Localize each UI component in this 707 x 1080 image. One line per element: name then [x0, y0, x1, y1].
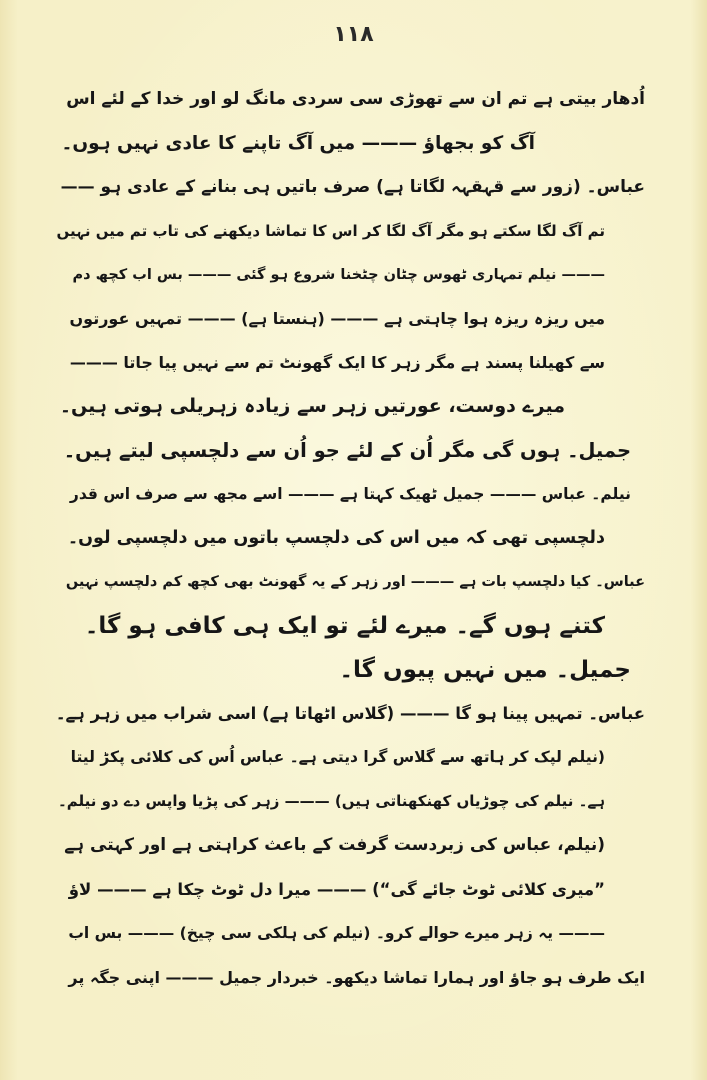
text-line: آگ کو بجھاؤ ——— میں آگ تاپنے کا عادی نہیں ہوں۔ — [61, 132, 535, 154]
text-line: ”میری کلائی ٹوٹ جائے گی“) ——— میرا دل ٹوٹ چکا ہے ——— لاؤ — [68, 880, 605, 900]
text-line: ہے۔ نیلم کی چوڑیاں کھنکھناتی ہیں) ——— زہر کی پڑیا واپس دے دو نیلم۔ — [57, 792, 605, 811]
text-line: ——— یہ زہر میرے حوالے کرو۔ (نیلم کی ہلکی سی چیخ) ——— بس اب — [68, 923, 605, 942]
text-line: کتنے ہوں گے۔ میرے لئے تو ایک ہی کافی ہو گا۔ — [84, 612, 605, 639]
page-text-body — [55, 78, 645, 1000]
text-line: اُدھار بیتی ہے تم ان سے تھوڑی سی سردی مانگ لو اور خدا کے لئے اس — [66, 89, 645, 109]
text-line: تم آگ لگا سکتے ہو مگر آگ لگا کر اس کا تماشا دیکھنے کی تاب تم میں نہیں — [56, 221, 605, 240]
text-line: عباس۔ تمہیں پینا ہو گا ——— (گلاس اٹھاتا ہے) اسی شراب میں زہر ہے۔ — [55, 704, 645, 724]
text-line: دلچسپی تھی کہ میں اس کی دلچسپ باتوں میں دلچسپی لوں۔ — [67, 527, 605, 548]
text-line: ایک طرف ہو جاؤ اور ہمارا تماشا دیکھو۔ خبردار جمیل ——— اپنی جگہ پر — [68, 967, 645, 987]
text-line: سے کھیلنا پسند ہے مگر زہر کا ایک گھونٹ تم سے نہیں پیا جاتا ——— — [69, 353, 605, 373]
text-line: جمیل۔ ہوں گی مگر اُن کے لئے جو اُن سے دلچسپی لیتے ہیں۔ — [63, 439, 631, 463]
text-line: جمیل۔ میں نہیں پیوں گا۔ — [339, 656, 631, 683]
text-line: ——— نیلم تمہاری ٹھوس چٹان چٹخنا شروع ہو گئی ——— بس اب کچھ دم — [72, 266, 605, 283]
text-line: (نیلم لپک کر ہاتھ سے گلاس گرا دیتی ہے۔ عباس اُس کی کلائی پکڑ لیتا — [70, 748, 605, 767]
page-number: ۱۱۸ — [333, 22, 374, 47]
text-line: عباس۔ کیا دلچسپ بات ہے ——— اور زہر کے یہ گھونٹ بھی کچھ کم دلچسپ نہیں — [65, 573, 645, 590]
text-line: نیلم۔ عباس ——— جمیل ٹھیک کہتا ہے ——— اسے مجھ سے صرف اس قدر — [69, 485, 631, 504]
text-line: (نیلم، عباس کی زبردست گرفت کے باعث کراہتی ہے اور کہتی ہے — [64, 835, 605, 856]
text-line: میرے دوست، عورتیں زہر سے زیادہ زہریلی ہوتی ہیں۔ — [59, 395, 565, 418]
text-line: عباس۔ (زور سے قہقہہ لگاتا ہے) صرف باتیں ہی بنانے کے عادی ہو —— — [60, 176, 645, 197]
text-line: میں ریزہ ریزہ ہوا چاہتی ہے ——— (ہنستا ہے) ——— تمہیں عورتوں — [69, 309, 605, 329]
